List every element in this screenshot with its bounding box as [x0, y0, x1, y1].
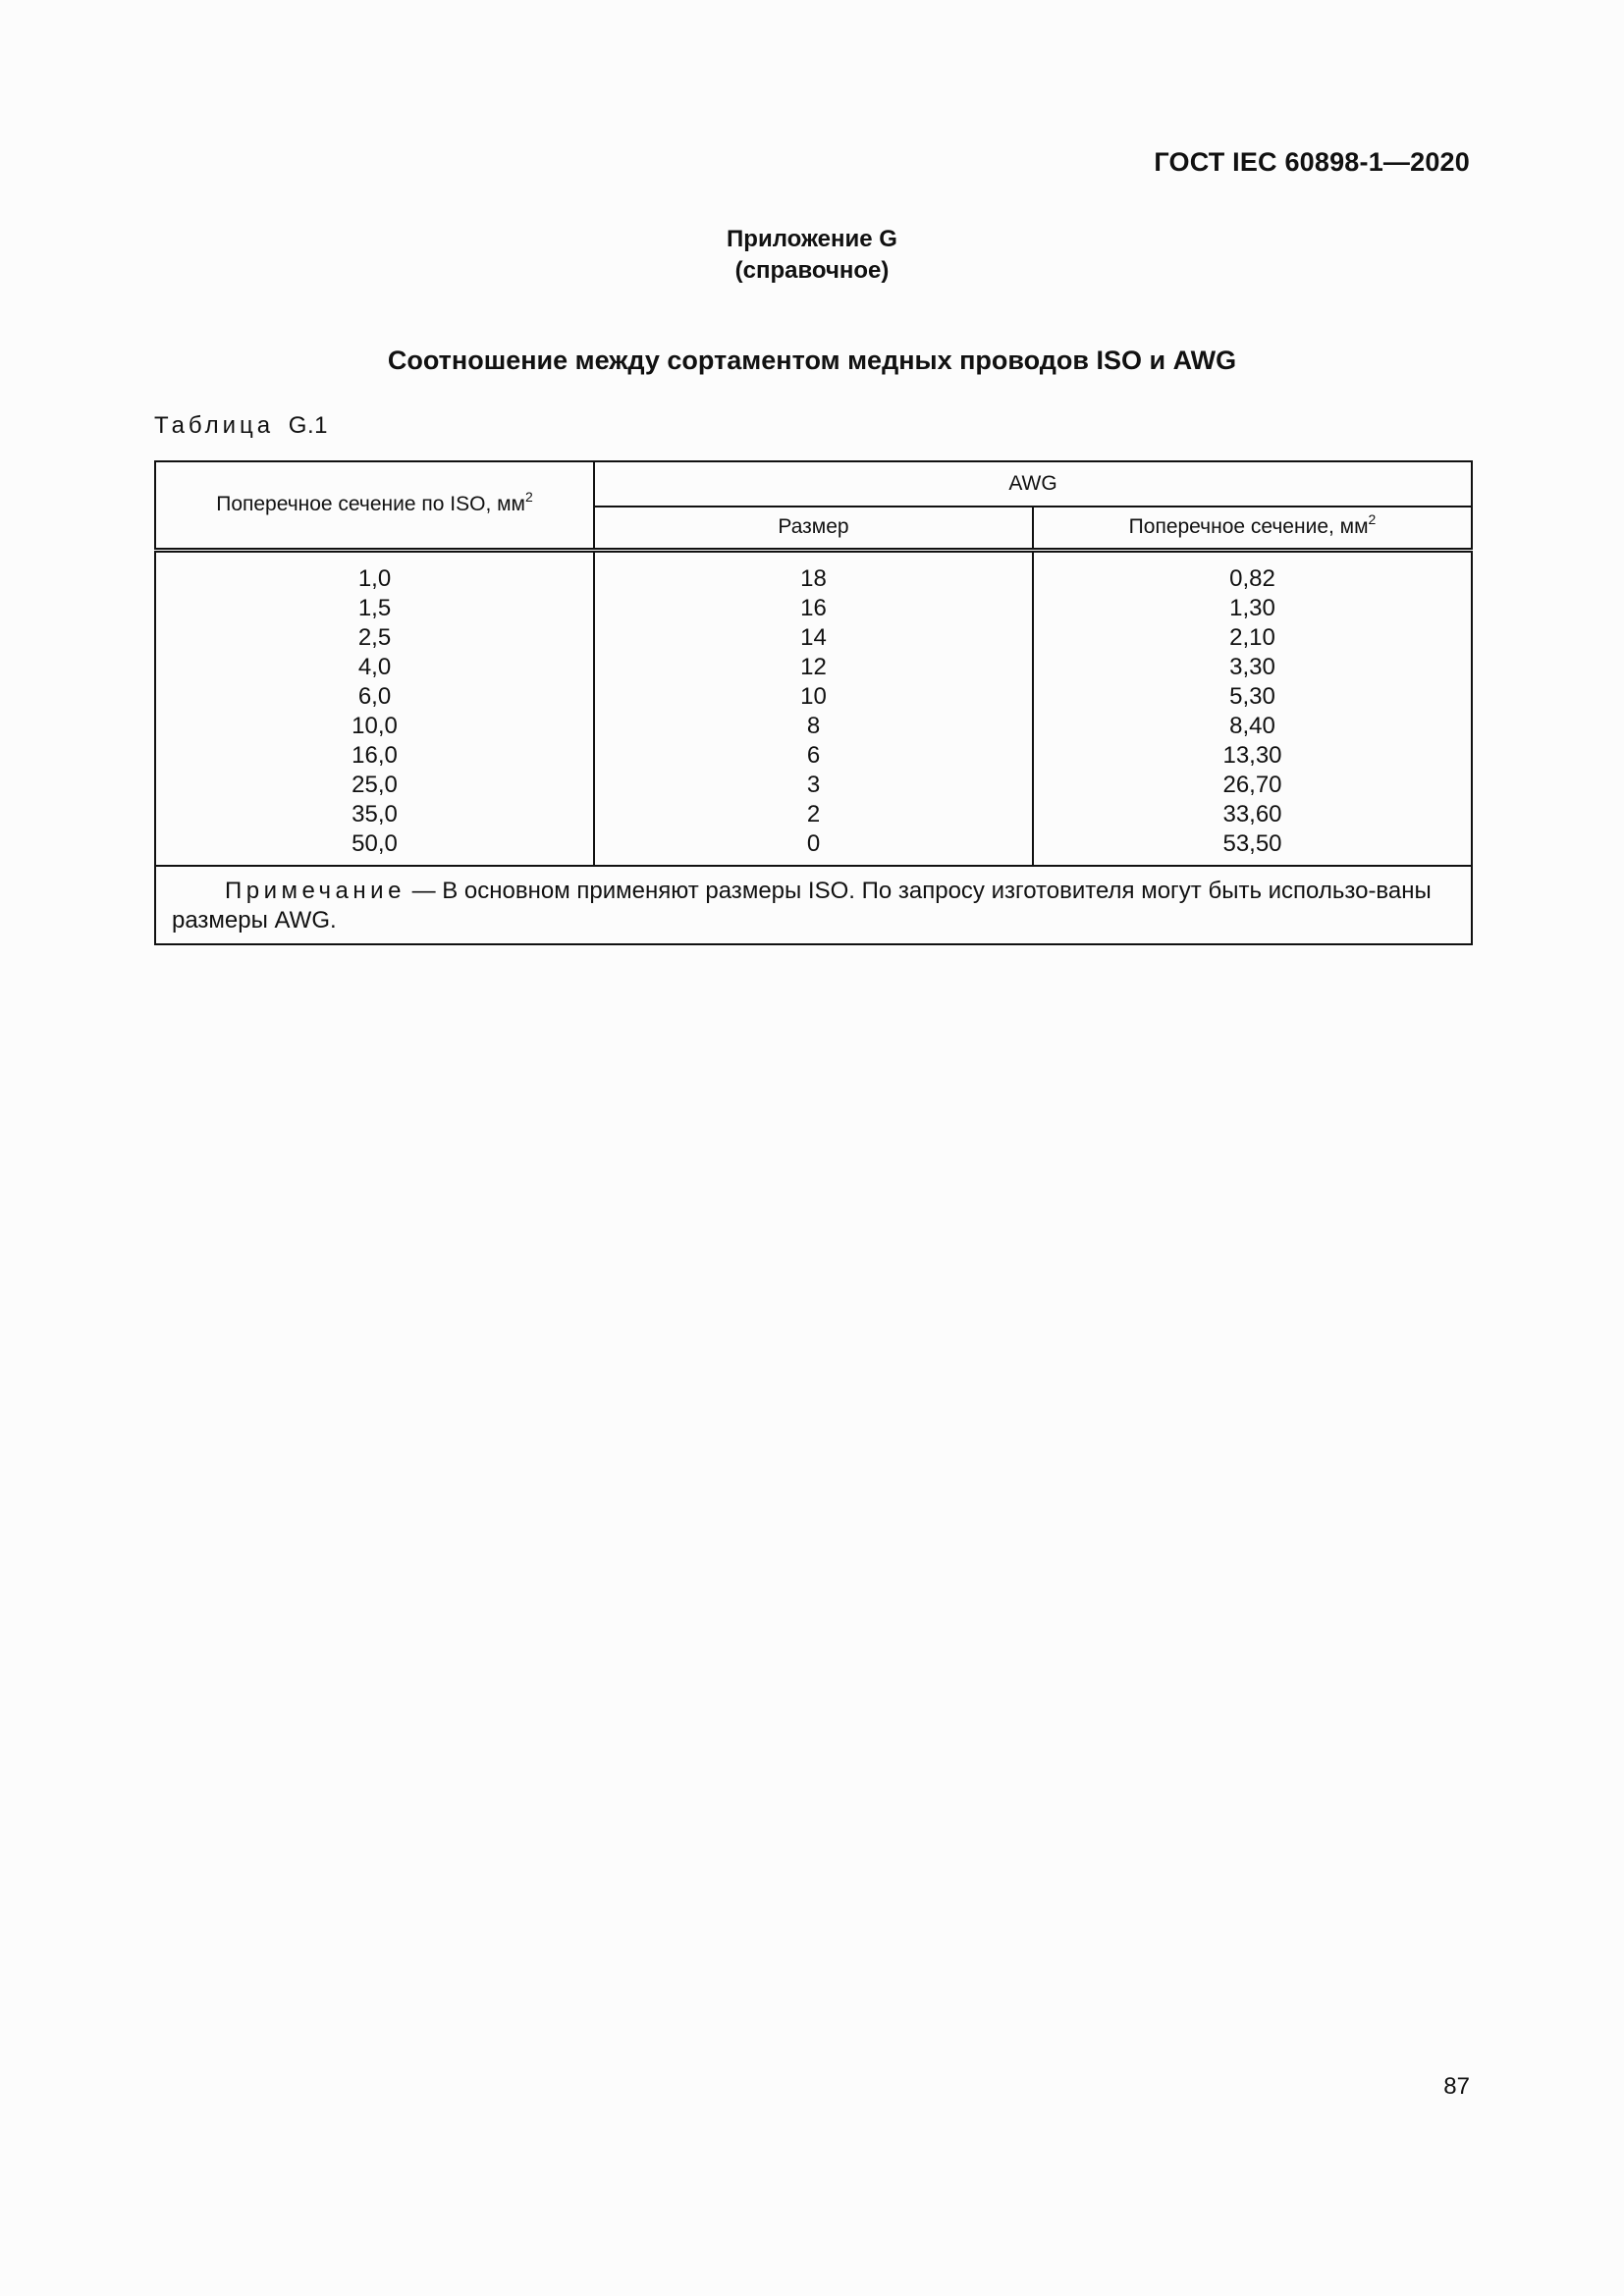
unit-power: 2 [1368, 511, 1377, 528]
table-caption-number: G.1 [288, 412, 328, 439]
section-title: Соотношение между сортаментом медных проводов ISO и AWG [387, 346, 1237, 375]
column-awg-section-values [1033, 550, 1472, 866]
header-iso-section: Поперечное сечение по ISO, $мм^2$ [155, 461, 594, 550]
table-cell-awg-section: 5,30 [1229, 682, 1275, 710]
table-cell-iso: 2,5 [357, 623, 392, 651]
annex-heading [0, 224, 1624, 287]
table-cell-iso: 6,0 [357, 682, 392, 710]
header-awg-section: Поперечное сечение, $мм^2$ [1033, 507, 1472, 550]
wire-size-table [154, 460, 1473, 945]
table-cell-awg-size: 14 [800, 623, 827, 651]
table-cell-awg-size: 3 [806, 771, 821, 798]
table-cell-iso: 25,0 [352, 771, 398, 798]
table-cell-awg-section: 1,30 [1229, 594, 1275, 621]
table-cell-iso: 1,0 [357, 564, 392, 592]
table-cell-iso: 1,5 [357, 594, 392, 621]
document-code: ГОСТ IEC 60898-1—2020 [1154, 147, 1470, 177]
annex-type: (справочное) [734, 257, 890, 284]
table-cell-iso: 10,0 [352, 712, 398, 739]
table-cell-iso: 16,0 [352, 741, 398, 769]
table-cell-awg-section: 8,40 [1229, 712, 1275, 739]
note-text: — В основном применяют размеры ISO. По запросу изготовителя могут быть использо-ваны размеры AWG. [172, 877, 1432, 934]
unit-power: 2 [524, 489, 533, 506]
table-cell-awg-size: 18 [800, 564, 827, 592]
table-cell-awg-size: 10 [800, 682, 827, 710]
table-cell-awg-size: 16 [800, 594, 827, 621]
table-cell-awg-size: 8 [806, 712, 821, 739]
table-caption-label: Таблица [154, 412, 275, 439]
page-number: 87 [1443, 2073, 1470, 2100]
table-cell-awg-section: 2,10 [1229, 623, 1275, 651]
header-awg-size: Размер [594, 507, 1033, 550]
table-note [155, 866, 1472, 944]
header-awg-group: AWG [594, 461, 1472, 507]
table-cell-awg-size: 0 [806, 829, 821, 857]
table-cell-awg-section: 26,70 [1222, 771, 1282, 798]
table-cell-awg-size: 2 [806, 800, 821, 828]
table-cell-awg-section: 53,50 [1222, 829, 1282, 857]
table-cell-awg-size: 12 [800, 653, 827, 680]
table-cell-awg-size: 6 [806, 741, 821, 769]
table-cell-awg-section: 0,82 [1229, 564, 1275, 592]
column-iso-values [155, 550, 594, 866]
column-awg-size-values [594, 550, 1033, 866]
table-cell-awg-section: 13,30 [1222, 741, 1282, 769]
table-cell-awg-section: 3,30 [1229, 653, 1275, 680]
table-cell-iso: 50,0 [352, 829, 398, 857]
table-caption [154, 412, 328, 440]
annex-name: Приложение G [727, 226, 897, 252]
table-cell-iso: 4,0 [357, 653, 392, 680]
table-cell-awg-section: 33,60 [1222, 800, 1282, 828]
note-label: Примечание [225, 877, 406, 904]
table-cell-iso: 35,0 [352, 800, 398, 828]
